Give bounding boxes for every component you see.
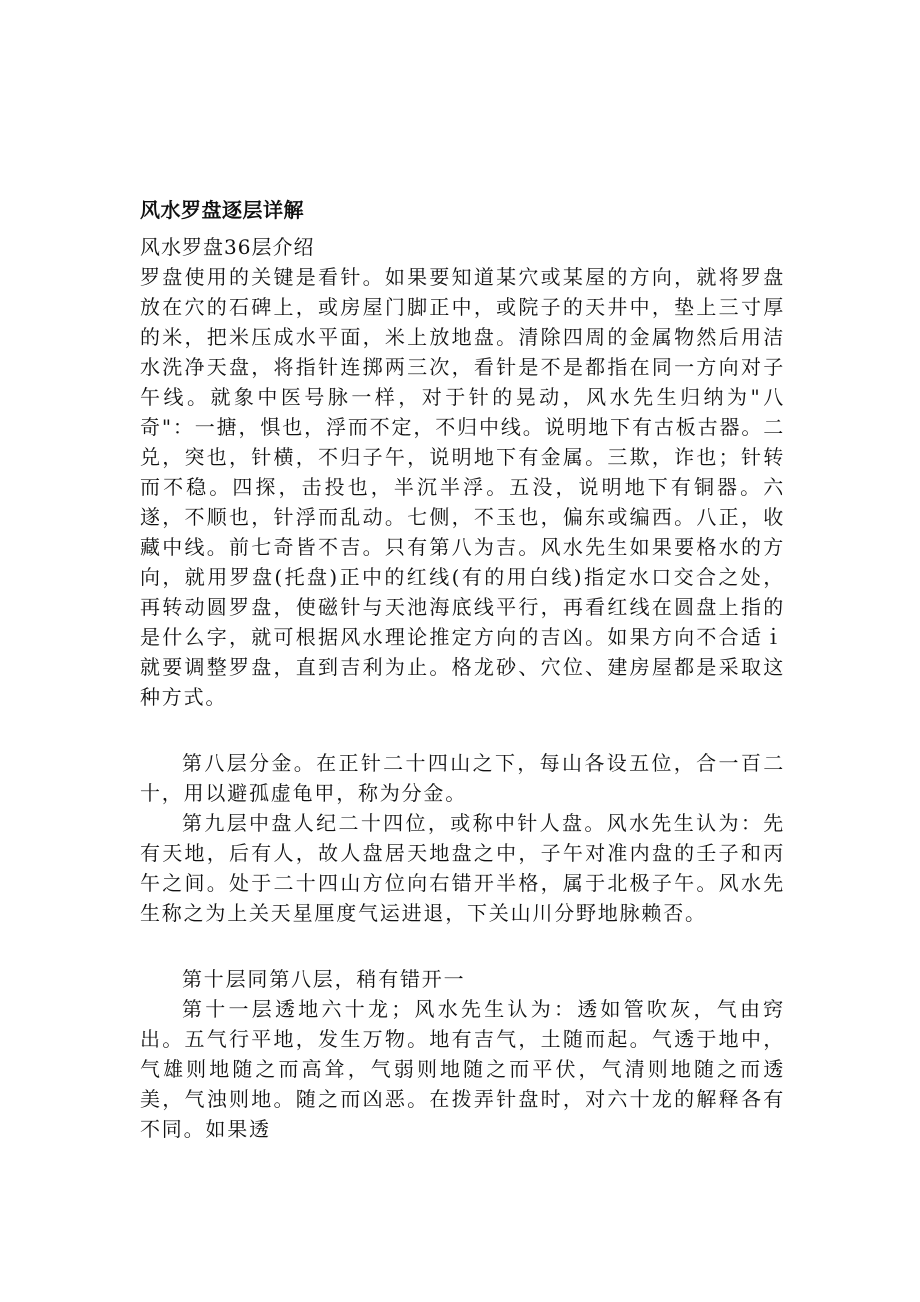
paragraph-gap [140,712,785,748]
document-page [140,193,785,1144]
paragraph-gap [140,928,785,964]
document-subtitle: 风水罗盘36层介绍 [140,235,315,259]
paragraph-layer-9: 第九层中盘人纪二十四位，或称中针人盘。风水先生认为：先有天地，后有人，故人盘居天地盘之中，子午对准内盘的壬子和丙午之间。处于二十四山方位向右错开半格，属于北极子午。风水先生称之为上关天星厘度气运进退，下关山川分野地脉赖否。 [140,811,785,925]
document-title: 风水罗盘逐层详解 [140,198,304,222]
paragraph-layer-11: 第十一层透地六十龙；风水先生认为：透如管吹灰，气由窍出。五气行平地，发生万物。地有吉气，土随而起。气透于地中，气雄则地随之而高耸，气弱则地随之而平伏，气清则地随之而透美，气浊则地。随之而凶恶。在拨弄针盘时，对六十龙的解释各有不同。如果透 [140,997,785,1141]
paragraph-compass-usage: 罗盘使用的关键是看针。如果要知道某穴或某屋的方向，就将罗盘放在穴的石碑上，或房屋门脚正中，或院子的天井中，垫上三寸厚的米，把米压成水平面，米上放地盘。清除四周的金属物然后用洁水洗净天盘，将指针连掷两三次，看针是不是都指在同一方向对子午线。就象中医号脉一样，对于针的晃动，风水先生归纳为"八奇"：一搪，惧也，浮而不定，不归中线。说明地下有古板古器。二兑，突也，针横，不归子午，说明地下有金属。三欺，诈也；针转而不稳。四探，击投也，半沉半浮。五没，说明地下有铜器。六遂，不顺也，针浮而乱动。七侧，不玉也，偏东或编西。八正，收藏中线。前七奇皆不吉。只有第八为吉。风水先生如果要格水的方向，就用罗盘(托盘)正中的红线(有的用白线)指定水口交合之处，再转动圆罗盘，使磁针与天池海底线平行，再看红线在圆盘上指的是什么字，就可根据风水理论推定方向的吉凶。如果方向不合适ｉ就要调整罗盘，直到吉利为止。格龙砂、穴位、建房屋都是采取这种方式。 [140,265,785,709]
paragraph-layer-10: 第十层同第八层，稍有错开一 [182,967,466,991]
paragraph-layer-8: 第八层分金。在正针二十四山之下，每山各设五位，合一百二十，用以避孤虚龟甲，称为分金。 [140,751,785,805]
